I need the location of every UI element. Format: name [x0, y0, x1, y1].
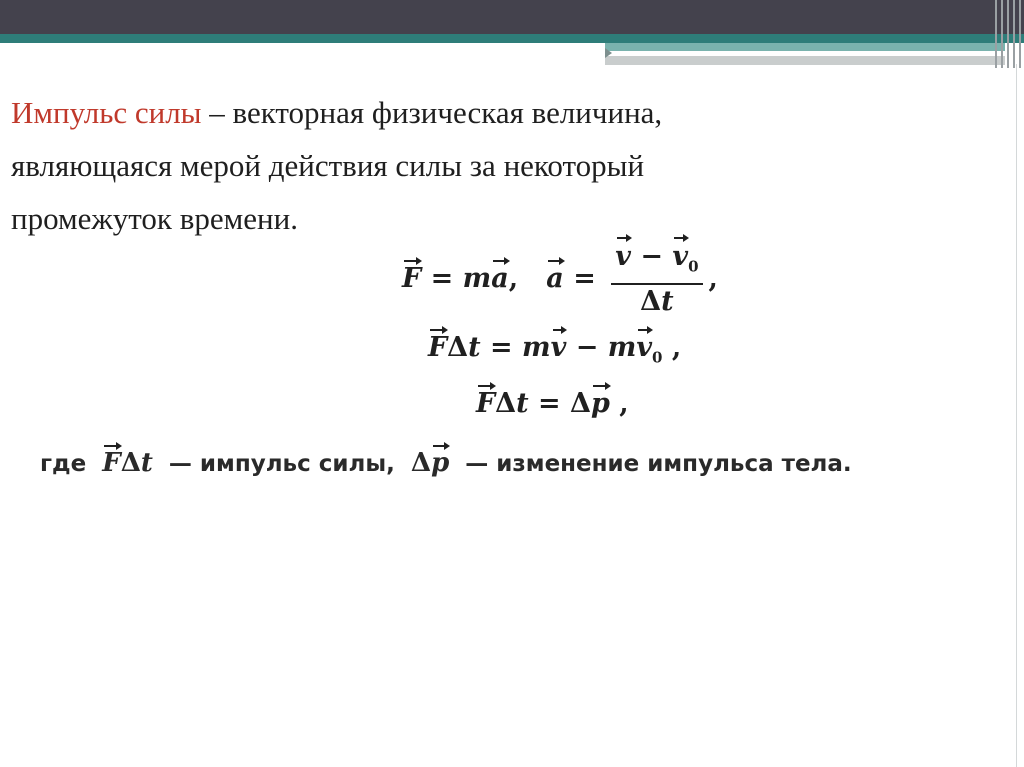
header-accent-bar [0, 34, 1024, 43]
definition-term: Импульс силы [11, 95, 202, 130]
momentum-change-description: — изменение импульса тела. [465, 451, 852, 477]
definition-rest: – векторная физическая величина, [201, 95, 663, 130]
definition-line-3: промежуток времени. [11, 201, 298, 236]
header-gray-strip [605, 56, 1005, 65]
right-border-line [1016, 64, 1017, 767]
formula-impulse-momentum: FΔt = Δp , [476, 388, 629, 419]
header-bar [0, 0, 1024, 34]
impulse-description: — импульс силы, [168, 451, 395, 477]
definition-text [11, 86, 911, 245]
header-stripes [993, 0, 1024, 68]
decor-arrow-icon [605, 48, 612, 58]
definition-line-1 [11, 86, 911, 139]
formula-impulse-change: FΔt = mv − $mv_0$ , [428, 332, 682, 367]
fraction: $\frac{v - v_0}{\Delta t}$ [611, 240, 702, 319]
where-word: где [40, 451, 87, 477]
definition-line-2: являющаяся мерой действия силы за некоторый [11, 148, 645, 183]
explanation-line: где FΔt — импульс силы, Δp — изменение импульса тела. [40, 448, 852, 478]
header-accent-strip [605, 43, 1005, 51]
header-divider [830, 52, 950, 55]
formula-newton: F = ma, a = $\frac{v - v_0}{\Delta t}$ , [402, 241, 718, 318]
